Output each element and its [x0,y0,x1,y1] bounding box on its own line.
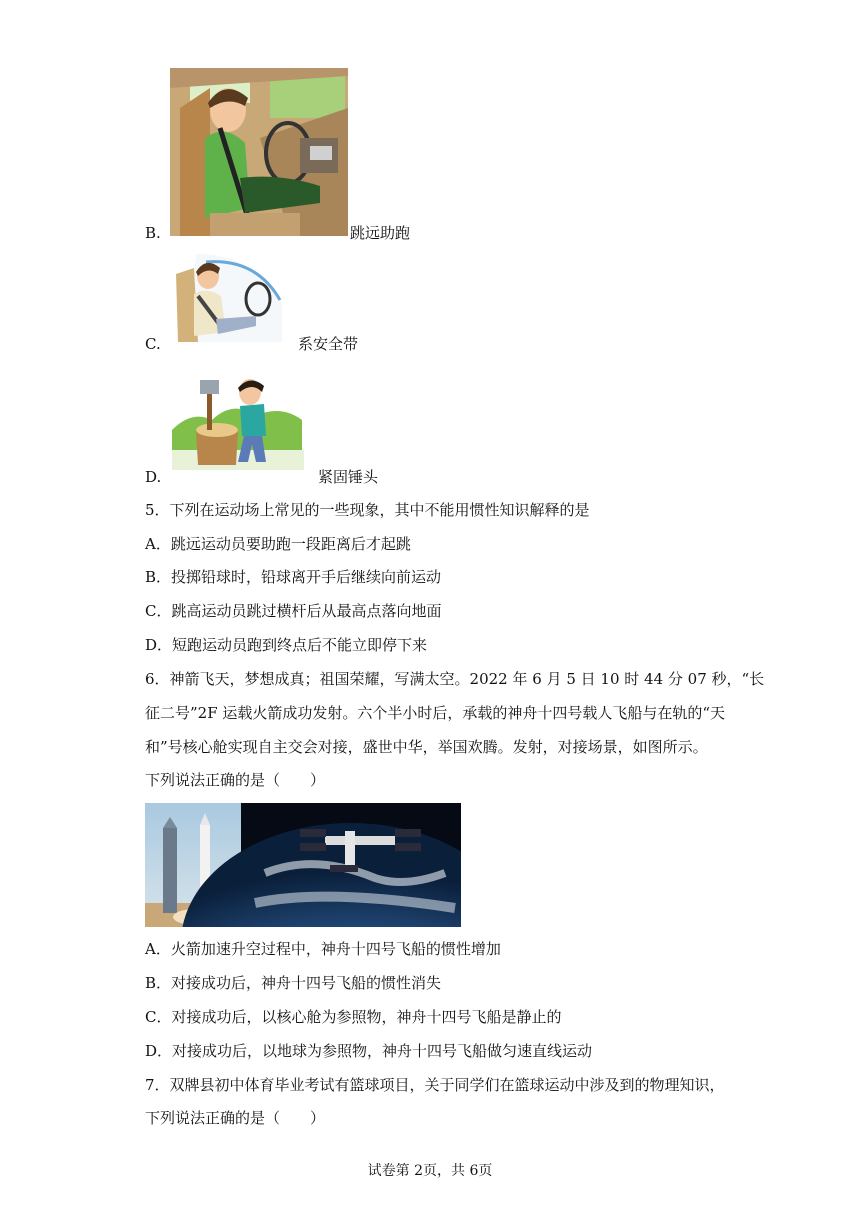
question-6-line-4: 下列说法正确的是（ ） [145,771,326,789]
option-d-caption: 紧固锤头 [318,468,379,486]
question-7-line-1: 7．双牌县初中体育毕业考试有篮球项目，关于同学们在篮球运动中涉及到的物理知识， [145,1076,725,1094]
question-6-option-a: A．火箭加速升空过程中，神舟十四号飞船的惯性增加 [145,940,501,958]
question-6-line-1: 6．神箭飞天，梦想成真；祖国荣耀，写满太空。2022 年 6 月 5 日 10 时 44 分 07 秒，“长 [145,670,765,688]
question-6-line-3: 和”号核心舱实现自主交会对接，盛世中华，举国欢腾。发射，对接场景，如图所示。 [145,738,708,756]
option-b-image [170,68,348,236]
question-6-option-d: D．对接成功后，以地球为参照物，神舟十四号飞船做匀速直线运动 [145,1042,593,1060]
question-5-option-b: B．投掷铅球时，铅球离开手后继续向前运动 [145,568,442,586]
question-6-line-2: 征二号”2F 运载火箭成功发射。六个半小时后，承载的神舟十四号载人飞船与在轨的“天 [145,704,726,722]
question-5-option-a: A．跳远运动员要助跑一段距离后才起跳 [145,535,411,553]
question-7-line-2: 下列说法正确的是（ ） [145,1109,326,1127]
question-6-option-b: B．对接成功后，神舟十四号飞船的惯性消失 [145,974,442,992]
question-6-option-c: C．对接成功后，以核心舱为参照物，神舟十四号飞船是静止的 [145,1008,562,1026]
question-5-option-d: D．短跑运动员跑到终点后不能立即停下来 [145,636,428,654]
option-b-caption: 跳远助跑 [350,224,411,242]
option-d-letter: D. [145,468,162,486]
question-5-stem: 5．下列在运动场上常见的一些现象，其中不能用惯性知识解释的是 [145,501,590,519]
question-6-image [145,803,461,927]
option-c-image [176,254,284,344]
option-c-letter: C. [145,335,161,353]
option-d-image [172,370,304,470]
page-footer: 试卷第 2页，共 6页 [367,1163,493,1179]
question-5-option-c: C．跳高运动员跳过横杆后从最高点落向地面 [145,602,442,620]
option-c-caption: 系安全带 [298,335,359,353]
option-b-letter: B. [145,224,161,242]
